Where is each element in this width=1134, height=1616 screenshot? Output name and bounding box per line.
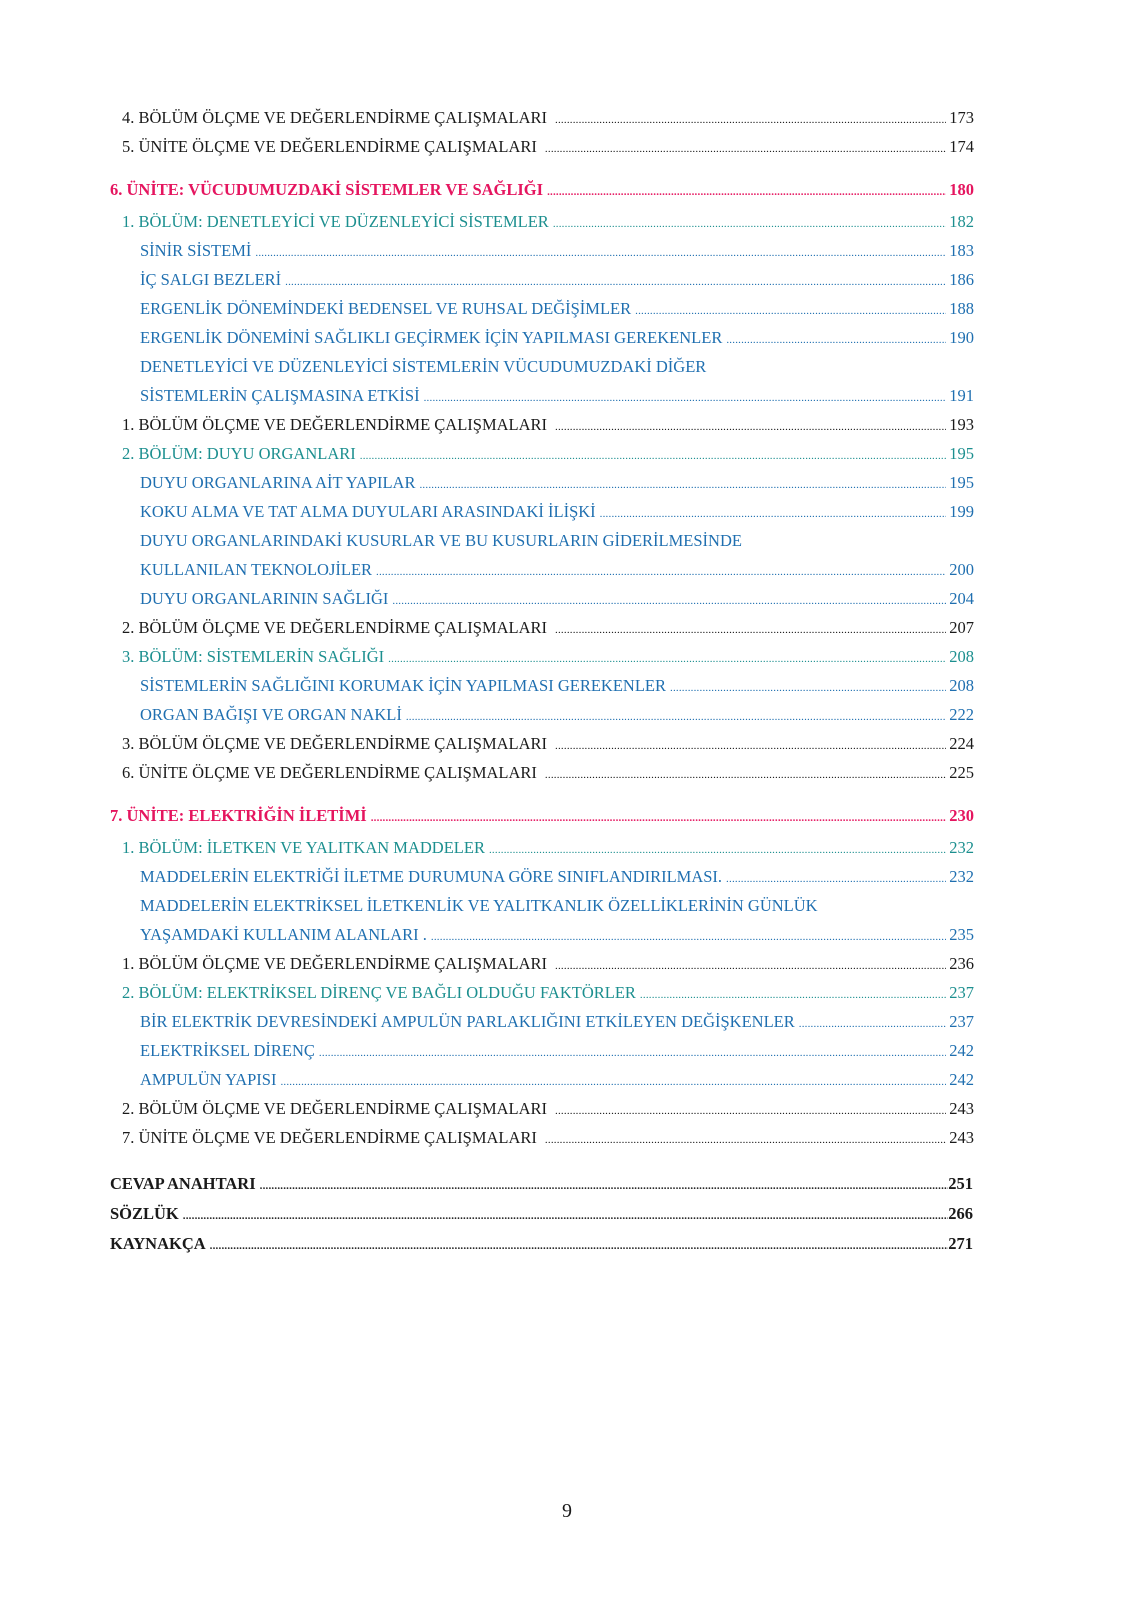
subsection-entry (140, 1010, 974, 1034)
subsection-entry (140, 326, 974, 350)
subsection-label: DENETLEYİCİ VE DÜZENLEYİCİ SİSTEMLERİN VÜCUDUMUZDAKİ DİĞER (140, 357, 707, 376)
subsection-entry (140, 239, 974, 263)
end-matter-page: 251 (948, 1174, 973, 1193)
evaluation-label: 3. BÖLÜM ÖLÇME VE DEĞERLENDİRME ÇALIŞMALARI (122, 734, 548, 753)
end-matter-label: CEVAP ANAHTARI (110, 1174, 256, 1193)
dot-leader (431, 925, 946, 947)
dot-leader (555, 618, 946, 640)
toc-entry-label: 4. BÖLÜM ÖLÇME VE DEĞERLENDİRME ÇALIŞMALARI (122, 108, 548, 127)
dot-leader (555, 1099, 946, 1121)
dot-leader (555, 734, 946, 756)
subsection-entry (140, 297, 974, 321)
subsection-page: 188 (949, 299, 974, 318)
subsection-page: 208 (949, 676, 974, 695)
evaluation-page: 193 (949, 415, 974, 434)
subsection-page: 183 (949, 241, 974, 260)
subsection-page: 200 (949, 560, 974, 579)
evaluation-entry (122, 952, 974, 976)
subsection-page: 232 (949, 867, 974, 886)
page-number: 9 (562, 1500, 572, 1522)
end-matter-label: SÖZLÜK (110, 1204, 179, 1223)
dot-leader (555, 415, 946, 437)
dot-leader (545, 1128, 946, 1150)
dot-leader (726, 867, 946, 889)
subsection-label: SİSTEMLERİN SAĞLIĞINI KORUMAK İÇİN YAPILMASI GEREKENLER (140, 676, 666, 695)
subsection-label: SİSTEMLERİN ÇALIŞMASINA ETKİSİ (140, 386, 420, 405)
subsection-entry-line2 (140, 558, 974, 582)
dot-leader (670, 676, 946, 698)
evaluation-label: 2. BÖLÜM ÖLÇME VE DEĞERLENDİRME ÇALIŞMALARI (122, 618, 548, 637)
dot-leader (280, 1070, 946, 1092)
section-page: 182 (949, 212, 974, 231)
section-page: 232 (949, 838, 974, 857)
dot-leader (726, 328, 946, 350)
subsection-page: 191 (949, 386, 974, 405)
section-heading (122, 981, 974, 1005)
section-page: 237 (949, 983, 974, 1002)
evaluation-entry (122, 761, 974, 785)
section-page: 195 (949, 444, 974, 463)
subsection-label: İÇ SALGI BEZLERİ (140, 270, 282, 289)
dot-leader (547, 180, 946, 202)
subsection-entry-line1 (140, 529, 974, 553)
evaluation-page: 236 (949, 954, 974, 973)
dot-leader (376, 560, 946, 582)
subsection-label: AMPULÜN YAPISI (140, 1070, 277, 1089)
subsection-entry (140, 674, 974, 698)
toc-entry (122, 106, 974, 130)
end-matter-page: 266 (948, 1204, 973, 1223)
evaluation-entry (122, 1097, 974, 1121)
subsection-entry (140, 268, 974, 292)
subsection-label: KULLANILAN TEKNOLOJİLER (140, 560, 373, 579)
dot-leader (285, 270, 946, 292)
section-label: 2. BÖLÜM: ELEKTRİKSEL DİRENÇ VE BAĞLI OLDUĞU FAKTÖRLER (122, 983, 636, 1002)
dot-leader (424, 386, 947, 408)
evaluation-label: 7. ÜNİTE ÖLÇME VE DEĞERLENDİRME ÇALIŞMALARI (122, 1128, 537, 1147)
section-label: 1. BÖLÜM: DENETLEYİCİ VE DÜZENLEYİCİ SİSTEMLER (122, 212, 549, 231)
evaluation-page: 225 (949, 763, 974, 782)
evaluation-entry (122, 1126, 974, 1150)
toc-entry (122, 135, 974, 159)
subsection-label: DUYU ORGANLARINDAKİ KUSURLAR VE BU KUSURLARIN GİDERİLMESİNDE (140, 531, 742, 550)
dot-leader (553, 212, 946, 234)
dot-leader (545, 763, 946, 785)
subsection-entry (140, 1039, 974, 1063)
subsection-entry-line1 (140, 894, 974, 918)
subsection-entry (140, 703, 974, 727)
end-matter-page: 271 (948, 1234, 973, 1253)
unit-page: 230 (949, 806, 974, 825)
subsection-label: MADDELERİN ELEKTRİKSEL İLETKENLİK VE YALITKANLIK ÖZELLİKLERİNİN GÜNLÜK (140, 896, 818, 915)
subsection-page: 242 (949, 1041, 974, 1060)
subsection-page: 190 (949, 328, 974, 347)
end-matter-entry (110, 1172, 973, 1196)
dot-leader (260, 1174, 949, 1196)
evaluation-entry (122, 732, 974, 756)
subsection-page: 242 (949, 1070, 974, 1089)
evaluation-label: 1. BÖLÜM ÖLÇME VE DEĞERLENDİRME ÇALIŞMALARI (122, 415, 548, 434)
dot-leader (406, 705, 946, 727)
subsection-label: ERGENLİK DÖNEMİNDEKİ BEDENSEL VE RUHSAL DEĞİŞİMLER (140, 299, 632, 318)
dot-leader (640, 983, 946, 1005)
evaluation-page: 243 (949, 1099, 974, 1118)
subsection-entry (140, 865, 974, 889)
section-heading (122, 442, 974, 466)
subsection-page: 199 (949, 502, 974, 521)
subsection-label: KOKU ALMA VE TAT ALMA DUYULARI ARASINDAKİ İLİŞKİ (140, 502, 596, 521)
toc-entry-label: 5. ÜNİTE ÖLÇME VE DEĞERLENDİRME ÇALIŞMALARI (122, 137, 537, 156)
evaluation-page: 207 (949, 618, 974, 637)
unit-title: 6. ÜNİTE: VÜCUDUMUZDAKİ SİSTEMLER VE SAĞLIĞI (110, 180, 544, 199)
evaluation-page: 224 (949, 734, 974, 753)
dot-leader (388, 647, 946, 669)
subsection-entry-line1 (140, 355, 974, 379)
dot-leader (255, 241, 946, 263)
subsection-page: 186 (949, 270, 974, 289)
end-matter-entry (110, 1202, 973, 1226)
subsection-label: ERGENLİK DÖNEMİNİ SAĞLIKLI GEÇİRMEK İÇİN YAPILMASI GEREKENLER (140, 328, 723, 347)
section-page: 208 (949, 647, 974, 666)
evaluation-page: 243 (949, 1128, 974, 1147)
end-matter-label: KAYNAKÇA (110, 1234, 206, 1253)
dot-leader (635, 299, 946, 321)
unit-6-heading (110, 178, 974, 202)
section-heading (122, 645, 974, 669)
toc-entry-page: 173 (949, 108, 974, 127)
subsection-label: YAŞAMDAKİ KULLANIM ALANLARI . (140, 925, 427, 944)
subsection-entry (140, 1068, 974, 1092)
toc-entry-page: 174 (949, 137, 974, 156)
dot-leader (210, 1234, 949, 1256)
subsection-entry (140, 587, 974, 611)
dot-leader (489, 838, 946, 860)
subsection-label: SİNİR SİSTEMİ (140, 241, 252, 260)
dot-leader (545, 137, 946, 159)
subsection-entry-line2 (140, 384, 974, 408)
dot-leader (799, 1012, 947, 1034)
subsection-entry (140, 500, 974, 524)
evaluation-label: 2. BÖLÜM ÖLÇME VE DEĞERLENDİRME ÇALIŞMALARI (122, 1099, 548, 1118)
subsection-label: DUYU ORGANLARININ SAĞLIĞI (140, 589, 389, 608)
evaluation-label: 1. BÖLÜM ÖLÇME VE DEĞERLENDİRME ÇALIŞMALARI (122, 954, 548, 973)
unit-title: 7. ÜNİTE: ELEKTRİĞİN İLETİMİ (110, 806, 367, 825)
subsection-page: 204 (949, 589, 974, 608)
evaluation-entry (122, 413, 974, 437)
dot-leader (183, 1204, 948, 1226)
subsection-label: ELEKTRİKSEL DİRENÇ (140, 1041, 315, 1060)
section-label: 3. BÖLÜM: SİSTEMLERİN SAĞLIĞI (122, 647, 385, 666)
evaluation-entry (122, 616, 974, 640)
unit-page: 180 (949, 180, 974, 199)
dot-leader (360, 444, 947, 466)
dot-leader (371, 806, 947, 828)
unit-7-heading (110, 804, 974, 828)
section-label: 1. BÖLÜM: İLETKEN VE YALITKAN MADDELER (122, 838, 485, 857)
dot-leader (319, 1041, 946, 1063)
subsection-page: 235 (949, 925, 974, 944)
subsection-entry (140, 471, 974, 495)
subsection-label: MADDELERİN ELEKTRİĞİ İLETME DURUMUNA GÖRE SINIFLANDIRILMASI. (140, 867, 723, 886)
section-heading (122, 210, 974, 234)
dot-leader (600, 502, 947, 524)
subsection-label: ORGAN BAĞIŞI VE ORGAN NAKLİ (140, 705, 402, 724)
subsection-label: BİR ELEKTRİK DEVRESİNDEKİ AMPULÜN PARLAKLIĞINI ETKİLEYEN DEĞİŞKENLER (140, 1012, 795, 1031)
end-matter-entry (110, 1232, 973, 1256)
section-label: 2. BÖLÜM: DUYU ORGANLARI (122, 444, 356, 463)
dot-leader (555, 954, 946, 976)
subsection-page: 222 (949, 705, 974, 724)
subsection-entry-line2 (140, 923, 974, 947)
dot-leader (555, 108, 946, 130)
section-heading (122, 836, 974, 860)
subsection-label: DUYU ORGANLARINA AİT YAPILAR (140, 473, 416, 492)
dot-leader (392, 589, 946, 611)
subsection-page: 237 (949, 1012, 974, 1031)
dot-leader (419, 473, 946, 495)
evaluation-label: 6. ÜNİTE ÖLÇME VE DEĞERLENDİRME ÇALIŞMALARI (122, 763, 537, 782)
subsection-page: 195 (949, 473, 974, 492)
